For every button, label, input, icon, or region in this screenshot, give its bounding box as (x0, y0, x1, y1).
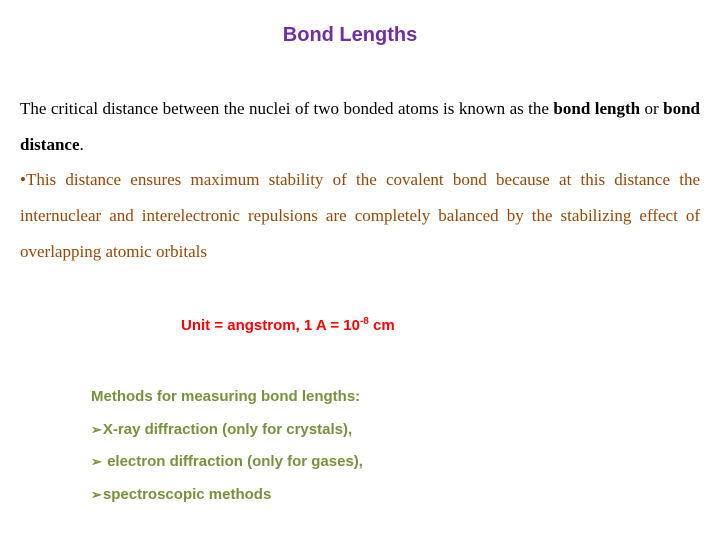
arrow-bullet-icon: ➢ (91, 421, 102, 437)
unit-text: Unit = angstrom, 1 A = 10 (181, 317, 360, 334)
method-item-label: spectroscopic methods (102, 485, 272, 503)
definition-text-1: The critical distance between the nuclei of two bonded atoms is known as the (20, 99, 554, 118)
method-item-label: electron diffraction (only for gases), (102, 453, 363, 470)
term-bond-length: bond length (553, 99, 641, 118)
definition-text-3: . (79, 135, 84, 154)
unit-suffix: cm (368, 317, 395, 334)
list-item (91, 446, 363, 479)
definition-paragraph (20, 91, 700, 163)
method-item-label: X-ray diffraction (only for crystals), (102, 420, 353, 438)
methods-list (91, 381, 363, 511)
arrow-bullet-icon: ➢ (91, 486, 102, 502)
arrow-bullet-icon: ➢ (91, 454, 102, 469)
slide-title-text: Bond Lengths (282, 24, 418, 46)
term-bond-distance: bond distance (20, 99, 700, 154)
methods-heading: Methods for measuring bond lengths: (91, 388, 361, 405)
list-item (91, 479, 363, 512)
unit-exponent: -8 (359, 316, 369, 327)
slide-title (0, 24, 680, 47)
list-item (91, 414, 363, 447)
definition-text-2: or (640, 99, 664, 118)
unit-line (181, 316, 395, 334)
explanation-paragraph: •This distance ensures maximum stability of the covalent bond because at this distance the internuclear and interelectronic repulsions are completely balanced by the stabilizing effect of overlapping atomic orbitals (20, 170, 700, 261)
